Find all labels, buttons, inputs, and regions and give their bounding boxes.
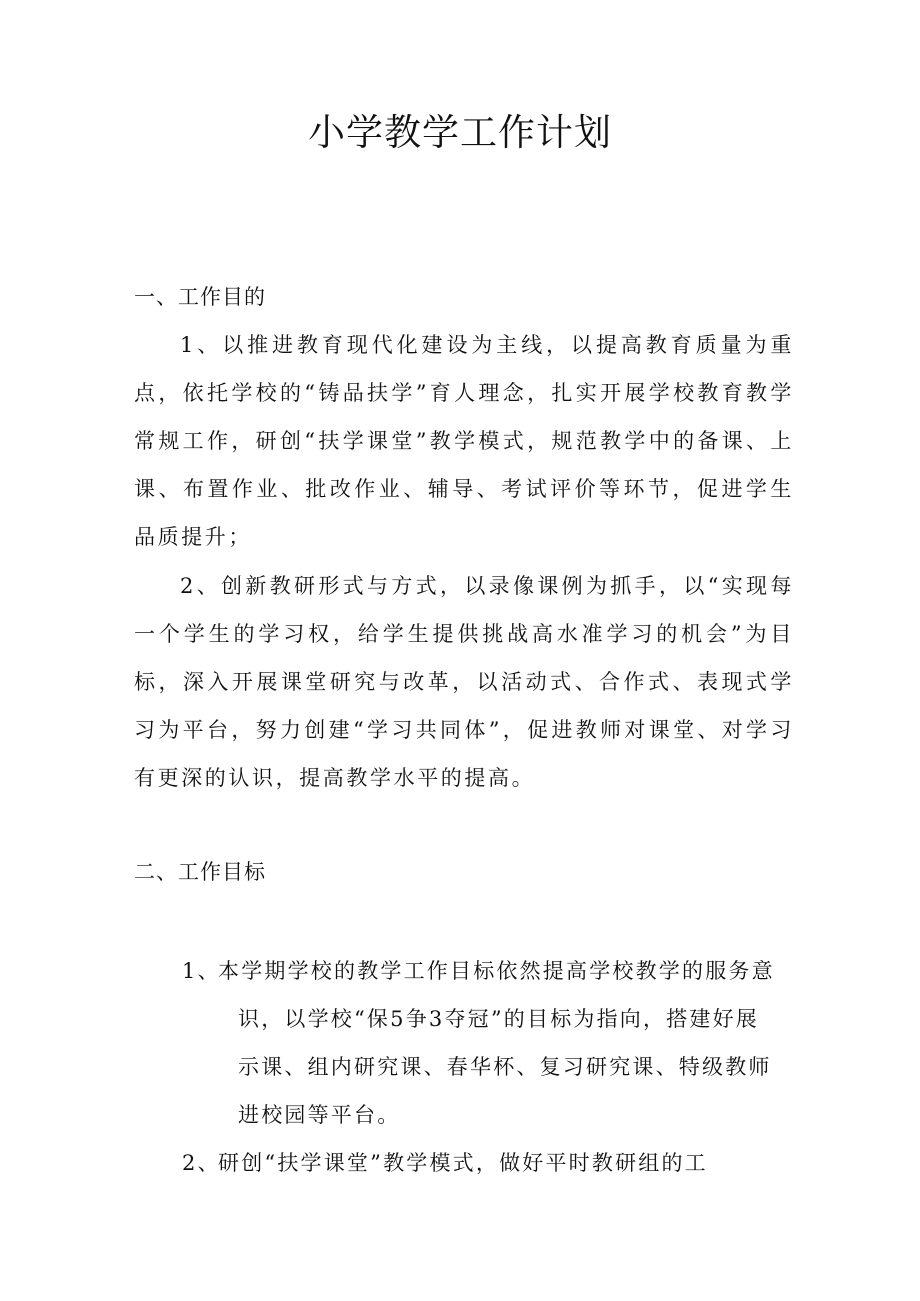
goal-item-2 [182,1139,778,1187]
goal-item-1 [182,947,778,1139]
paragraph-purpose-1: 1、以推进教育现代化建设为主线，以提高教育质量为重点，依托学校的“铸品扶学”育人理念，扎实开展学校教育教学常规工作，研创“扶学课堂”教学模式，规范教学中的备课、上课、布置作业、批改作业、辅导、考试评价等环节，促进学生品质提升； [134,333,794,549]
goal-item-number: 2、 [182,1151,221,1175]
section-heading-purpose: 一、工作目的 [134,285,266,309]
document-title: 小学教学工作计划 [308,111,612,154]
goal-item-text: 本学期学校的教学工作目标依然提高学校教学的服务意识，以学校“保5争3夺冠”的目标为指向，搭建好展示课、组内研究课、春华杯、复习研究课、特级教师进校园等平台。 [218,959,775,1127]
section-heading-goals: 二、工作目标 [134,860,266,884]
goal-item-text: 研创“扶学课堂”教学模式，做好平时教研组的工 [218,1151,708,1175]
goal-item-number: 1、 [182,959,221,983]
paragraph-purpose-2: 2、创新教研形式与方式，以录像课例为抓手，以“实现每一个学生的学习权，给学生提供挑战高水准学习的机会”为目标，深入开展课堂研究与改革，以活动式、合作式、表现式学习为平台，努力创建“学习共同体”，促进教师对课堂、对学习有更深的认识，提高教学水平的提高。 [134,574,794,790]
